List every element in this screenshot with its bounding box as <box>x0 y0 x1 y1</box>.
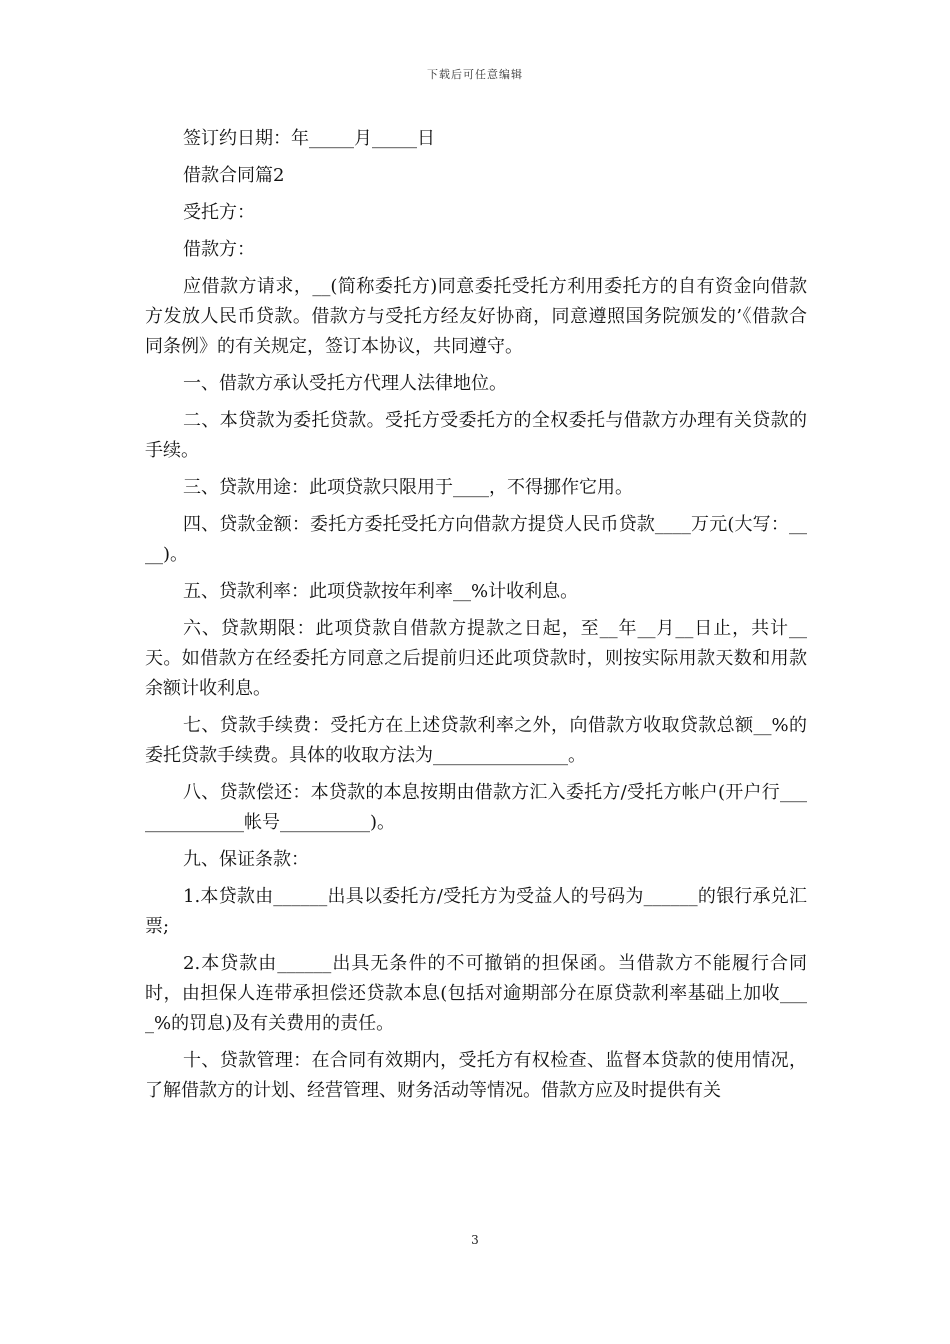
page-number: 3 <box>471 1233 479 1247</box>
clause-10: 十、贷款管理：在合同有效期内，受托方有权检查、监督本贷款的使用情况，了解借款方的计划、经营管理、财务活动等情况。借款方应及时提供有关 <box>145 1050 807 1101</box>
clause-5: 五、贷款利率：此项贷款按年利率__%计收利息。 <box>183 581 579 602</box>
clause-1: 一、借款方承认受托方代理人法律地位。 <box>183 373 507 394</box>
clause-8: 八、贷款偿还：本贷款的本息按期由借款方汇入委托方/受托方帐户(开户行______________帐号__________)。 <box>145 782 807 833</box>
clause-9-item-1: 1.本贷款由______出具以委托方/受托方为受益人的号码为______的银行承兑汇票; <box>145 886 807 937</box>
clause-2: 二、本贷款为委托贷款。受托方受委托方的全权委托与借款方办理有关贷款的手续。 <box>145 410 807 461</box>
clause-6: 六、贷款期限：此项贷款自借款方提款之日起，至__年__月__日止，共计__天。如借款方在经委托方同意之后提前归还此项贷款时，则按实际用款天数和用款余额计收利息。 <box>145 618 807 699</box>
paragraph-signing-date: 签订约日期：年_____月_____日 <box>183 128 435 149</box>
page-header-note: 下载后可任意编辑 <box>427 68 523 81</box>
paragraph-borrower: 借款方： <box>183 239 255 260</box>
clause-3: 三、贷款用途：此项贷款只限用于____，不得挪作它用。 <box>183 477 633 498</box>
document-body <box>145 124 807 1113</box>
clause-4: 四、贷款金额：委托方委托受托方向借款方提贷人民币贷款____万元(大写：____)。 <box>145 514 807 565</box>
paragraph-trustee: 受托方： <box>183 202 255 223</box>
paragraph-contract-title: 借款合同篇2 <box>183 165 285 186</box>
clause-9: 九、保证条款： <box>183 849 309 870</box>
clause-7: 七、贷款手续费：受托方在上述贷款利率之外，向借款方收取贷款总额__%的委托贷款手续费。具体的收取方法为_______________。 <box>145 715 807 766</box>
paragraph-preamble: 应借款方请求，__(简称委托方)同意委托受托方利用委托方的自有资金向借款方发放人民币贷款。借款方与受托方经友好协商，同意遵照国务院颁发的’《借款合同条例》的有关规定，签订本协议，共同遵守。 <box>145 276 807 357</box>
clause-9-item-2: 2.本贷款由______出具无条件的不可撤销的担保函。当借款方不能履行合同时，由担保人连带承担偿还贷款本息(包括对逾期部分在原贷款利率基础上加收____%的罚息)及有关费用的责任。 <box>145 953 807 1034</box>
